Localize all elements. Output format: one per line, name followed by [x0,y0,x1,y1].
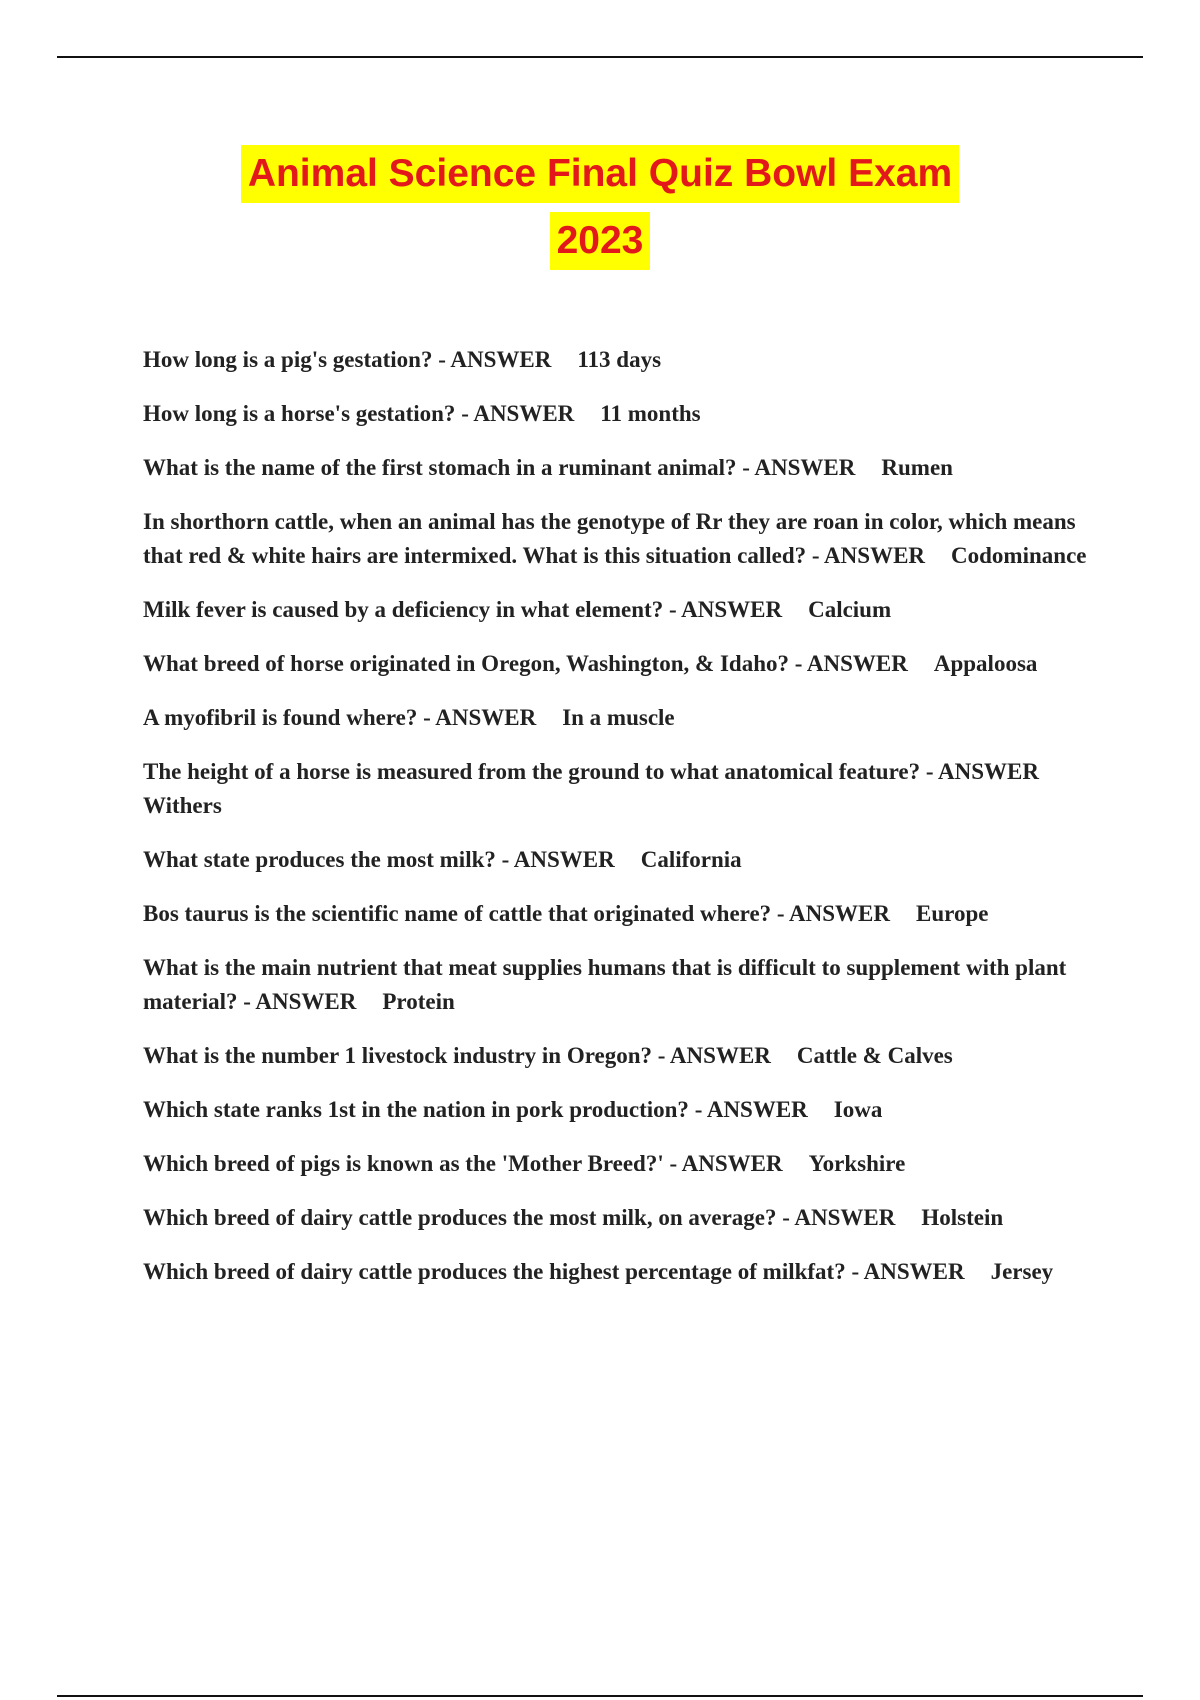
answer-text: Yorkshire [808,1151,906,1176]
answer-marker: - ANSWER [782,1205,896,1230]
title-line-1: Animal Science Final Quiz Bowl Exam [241,145,959,203]
qa-item [143,1039,1093,1073]
qa-item [143,701,1093,735]
qa-item [143,1201,1093,1235]
question-text: A myofibril is found where? [143,705,418,730]
bottom-rule [57,1695,1143,1697]
question-text: Which breed of dairy cattle produces the most milk, on average? [143,1205,777,1230]
answer-marker: - ANSWER [243,989,357,1014]
question-text: What is the main nutrient that meat supplies humans that is difficult to supplement with plant material? [143,955,1067,1014]
answer-marker: - ANSWER [776,901,891,926]
answer-marker: - ANSWER [668,597,783,622]
question-text: What breed of horse originated in Oregon, Washington, & Idaho? [143,651,789,676]
answer-text: Holstein [921,1205,1004,1230]
qa-item [143,1255,1093,1289]
qa-item [143,593,1093,627]
question-text: What is the number 1 livestock industry in Oregon? [143,1043,653,1068]
answer-marker: - ANSWER [669,1151,783,1176]
qa-item [143,1093,1093,1127]
qa-item [143,755,1093,823]
answer-text: Codominance [951,543,1087,568]
question-text: What state produces the most milk? [143,847,496,872]
answer-text: Appaloosa [933,651,1038,676]
document-title [0,142,1200,276]
question-text: How long is a horse's gestation? [143,401,456,426]
title-line-2: 2023 [550,212,651,270]
answer-marker: - ANSWER [925,759,1039,784]
answer-marker: - ANSWER [657,1043,771,1068]
answer-marker: - ANSWER [811,543,926,568]
question-text: Which state ranks 1st in the nation in pork production? [143,1097,689,1122]
qa-item [143,647,1093,681]
answer-text: Jersey [990,1259,1054,1284]
answer-marker: - ANSWER [694,1097,808,1122]
answer-text: Rumen [881,455,953,480]
question-text: The height of a horse is measured from the ground to what anatomical feature? [143,759,921,784]
answer-marker: - ANSWER [501,847,615,872]
answer-marker: - ANSWER [851,1259,965,1284]
qa-item [143,843,1093,877]
answer-text: California [640,847,742,872]
answer-text: 113 days [577,347,662,372]
question-text: In shorthorn cattle, when an animal has the genotype of Rr they are roan in color, which means that red & white hairs are intermixed. What is this situation called? [143,509,1076,568]
qa-item [143,1147,1093,1181]
qa-item [143,897,1093,931]
answer-text: Cattle & Calves [796,1043,953,1068]
qa-item [143,951,1093,1019]
answer-marker: - ANSWER [423,705,537,730]
answer-text: In a muscle [562,705,675,730]
question-text: Bos taurus is the scientific name of cattle that originated where? [143,901,772,926]
question-text: What is the name of the first stomach in a ruminant animal? [143,455,737,480]
answer-marker: - ANSWER [438,347,552,372]
question-text: How long is a pig's gestation? [143,347,433,372]
question-text: Which breed of dairy cattle produces the highest percentage of milkfat? [143,1259,846,1284]
qa-item [143,505,1093,573]
answer-text: Calcium [808,597,892,622]
qa-item [143,397,1093,431]
answer-text: Protein [382,989,455,1014]
answer-text: Withers [143,793,222,818]
answer-marker: - ANSWER [742,455,856,480]
qa-list [143,343,1093,1309]
top-rule [57,56,1143,58]
qa-item [143,343,1093,377]
qa-item [143,451,1093,485]
answer-text: Europe [916,901,989,926]
answer-marker: - ANSWER [794,651,908,676]
answer-text: Iowa [833,1097,883,1122]
question-text: Which breed of pigs is known as the 'Mother Breed?' [143,1151,664,1176]
question-text: Milk fever is caused by a deficiency in what element? [143,597,664,622]
answer-text: 11 months [600,401,701,426]
answer-marker: - ANSWER [461,401,575,426]
